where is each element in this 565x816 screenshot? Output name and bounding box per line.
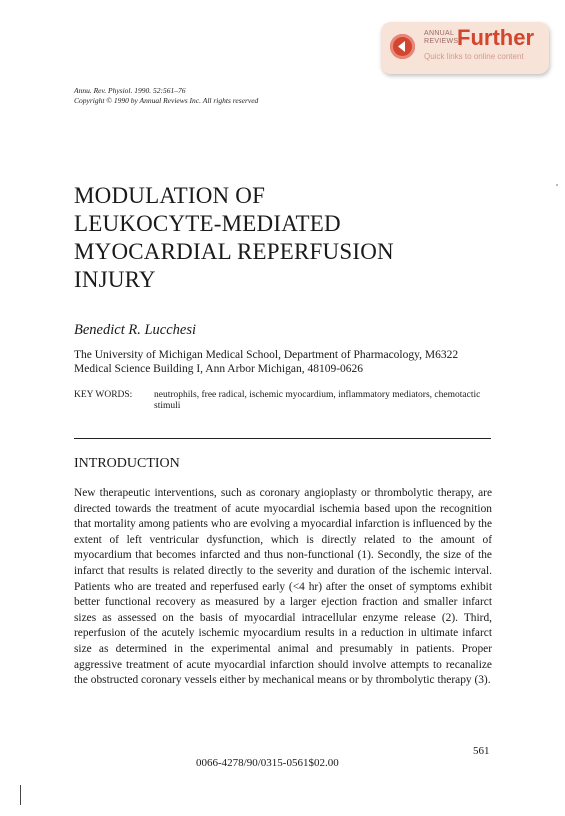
affiliation-line: The University of Michigan Medical School, Department of Pharmacology, M6322	[74, 349, 459, 361]
arrow-left-circle-icon[interactable]	[390, 34, 415, 59]
banner-reviews-label: REVIEWS	[424, 38, 459, 45]
keywords-label: KEY WORDS:	[74, 390, 133, 400]
article-title	[74, 182, 494, 294]
banner-subtitle: Quick links to online content	[424, 52, 524, 61]
title-line: LEUKOCYTE-MEDIATED	[74, 211, 341, 236]
citation-line-1: Annu. Rev. Physiol. 1990. 52:561–76	[74, 86, 186, 95]
title-line: INJURY	[74, 267, 156, 292]
introduction-paragraph: New therapeutic interventions, such as coronary angioplasty or thrombolytic therapy, are directed towards the treatment of acute myocardial ischemia based upon the recognition that mortality among patients who are evolving a myocardial infarction is influenced by the extent of left ventricular dysfunction, which is directly related to the amount of myocardium that becomes infarcted and thus non-functional (1). Secondly, the size of the infarct that results is related directly to the severity and duration of the ischemic interval. Patients who are treated and reperfused early (<4 hr) after the onset of symptoms exhibit better functional recovery as measured by a larger ejection fraction and smaller infarct sizes as assessed on the basis of myocardial intracellular enzyme release (2). Third, reperfusion of the acutely ischemic myocardium results in a reduction in ultimate infarct size as determined in the experimental animal and presumably in patients. Proper aggressive treatment of acute myocardial infarction should involve attempts to recanalize the obstructed coronary vessels either by mechanical means or by thrombolytic therapy (3).	[74, 487, 492, 687]
author-affiliation	[74, 348, 494, 376]
section-divider	[74, 438, 491, 439]
banner-annual-label: ANNUAL	[424, 30, 455, 37]
affiliation-line: Medical Science Building I, Ann Arbor Michigan, 48109-0626	[74, 363, 364, 375]
journal-citation	[74, 86, 258, 106]
margin-mark	[20, 785, 21, 805]
page-number: 561	[473, 745, 490, 757]
title-line: MYOCARDIAL REPERFUSION	[74, 239, 394, 264]
article-code: 0066-4278/90/0315-0561$02.00	[196, 757, 339, 769]
author-name: Benedict R. Lucchesi	[74, 322, 196, 338]
citation-line-2: Copyright © 1990 by Annual Reviews Inc. All rights reserved	[74, 96, 259, 105]
title-line: MODULATION OF	[74, 183, 266, 208]
keywords-text: neutrophils, free radical, ischemic myocardium, inflammatory mediators, chemotactic stimuli	[154, 390, 481, 411]
further-banner[interactable]	[381, 22, 549, 74]
section-heading: INTRODUCTION	[74, 456, 180, 471]
banner-title[interactable]: Further	[457, 25, 534, 50]
scan-speck	[556, 184, 558, 186]
